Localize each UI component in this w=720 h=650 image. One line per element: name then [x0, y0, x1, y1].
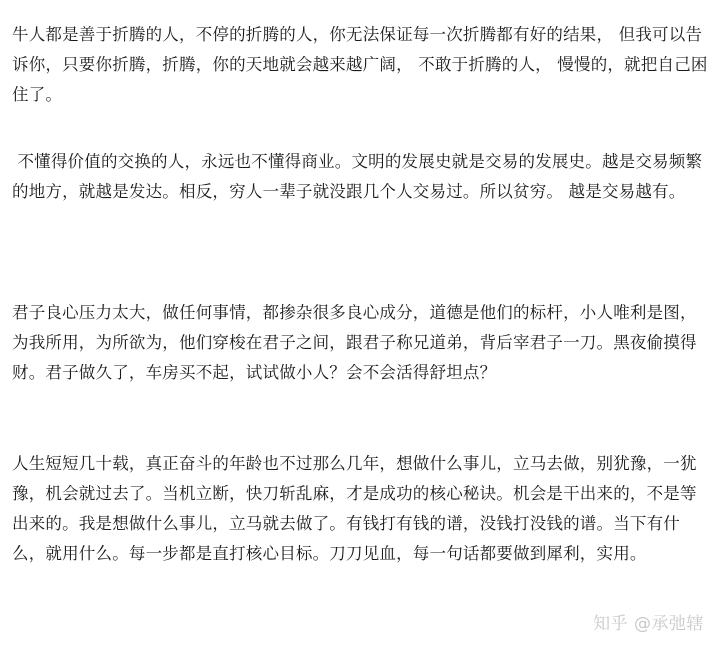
paragraph-4: 人生短短几十载，真正奋斗的年龄也不过那么几年，想做什么事儿，立马去做，别犹豫，一犹豫，机会就过去了。当机立断，快刀斩乱麻，才是成功的核心秘诀。机会是干出来的，不是等出来的。我是想做什么事儿，立马就去做了。有钱打有钱的谱，没钱打没钱的谱。当下有什么，就用什么。每一步都是直打核心目标。刀刀见血，每一句话都要做到犀利，实用。: [12, 454, 697, 563]
paragraph-3: 君子良心压力太大，做任何事情，都掺杂很多良心成分，道德是他们的标杆，小人唯利是图，为我所用，为所欲为，他们穿梭在君子之间，跟君子称兄道弟，背后宰君子一刀。黑夜偷摸得财。君子做久了，车房买不起，试试做小人？会不会活得舒坦点？: [12, 303, 697, 382]
paragraph-2: 不懂得价值的交换的人，永远也不懂得商业。文明的发展史就是交易的发展史。越是交易频繁的地方，就越是发达。相反，穷人一辈子就没跟几个人交易过。所以贫穷。 越是交易越有。: [12, 152, 703, 201]
paragraph-1: 牛人都是善于折腾的人，不停的折腾的人，你无法保证每一次折腾都有好的结果， 但我可以告诉你，只要你折腾，折腾，你的天地就会越来越广阔， 不敢于折腾的人， 慢慢的，就把自己困住了。: [12, 25, 708, 104]
zhihu-watermark: 知乎 @承弛辖: [593, 614, 704, 634]
